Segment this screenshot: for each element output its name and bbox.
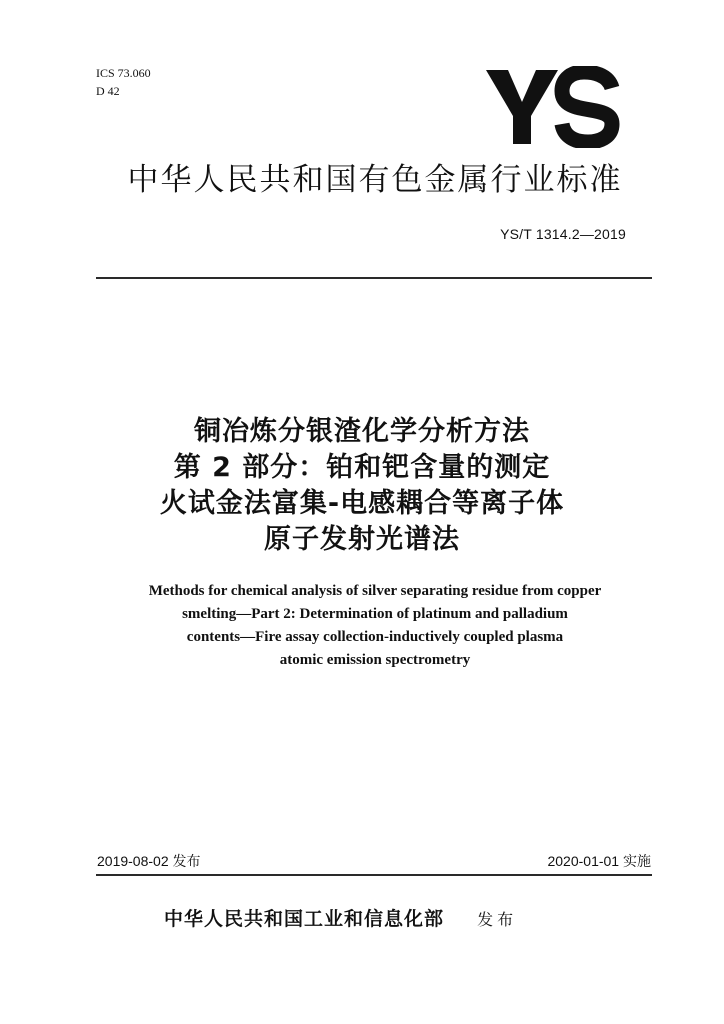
standard-number: YS/T 1314.2—2019 [500,226,626,242]
standard-body-name: 中华人民共和国有色金属行业标准 [127,162,623,198]
implementation-date: 2020-01-01 实施 [547,853,651,869]
english-title-line-1: Methods for chemical analysis of silver separating residue from copper [148,583,602,599]
ics-code: ICS 73.060 [96,66,151,80]
ys-logo [484,66,624,148]
top-divider [96,277,652,279]
issuer-block [164,904,517,932]
ccs-code: D 42 [96,84,120,98]
english-title-line-2: smelting—Part 2: Determination of platinum and palladium [182,606,568,622]
chinese-title-line-1: 铜冶炼分银渣化学分析方法 [194,416,530,447]
english-title-line-4: atomic emission spectrometry [279,652,471,668]
chinese-title-line-4: 原子发射光谱法 [264,524,460,555]
chinese-title-line-3: 火试金法富集-电感耦合等离子体 [159,488,565,519]
bottom-divider [96,874,652,876]
issue-date: 2019-08-02 发布 [97,853,201,869]
english-title-line-3: contents—Fire assay collection-inductively coupled plasma [186,629,564,645]
chinese-title-line-2: 第 2 部分：铂和钯含量的测定 [173,452,551,483]
issuer-action: 发布 [477,910,518,929]
issuer-name: 中华人民共和国工业和信息化部 [164,908,445,930]
